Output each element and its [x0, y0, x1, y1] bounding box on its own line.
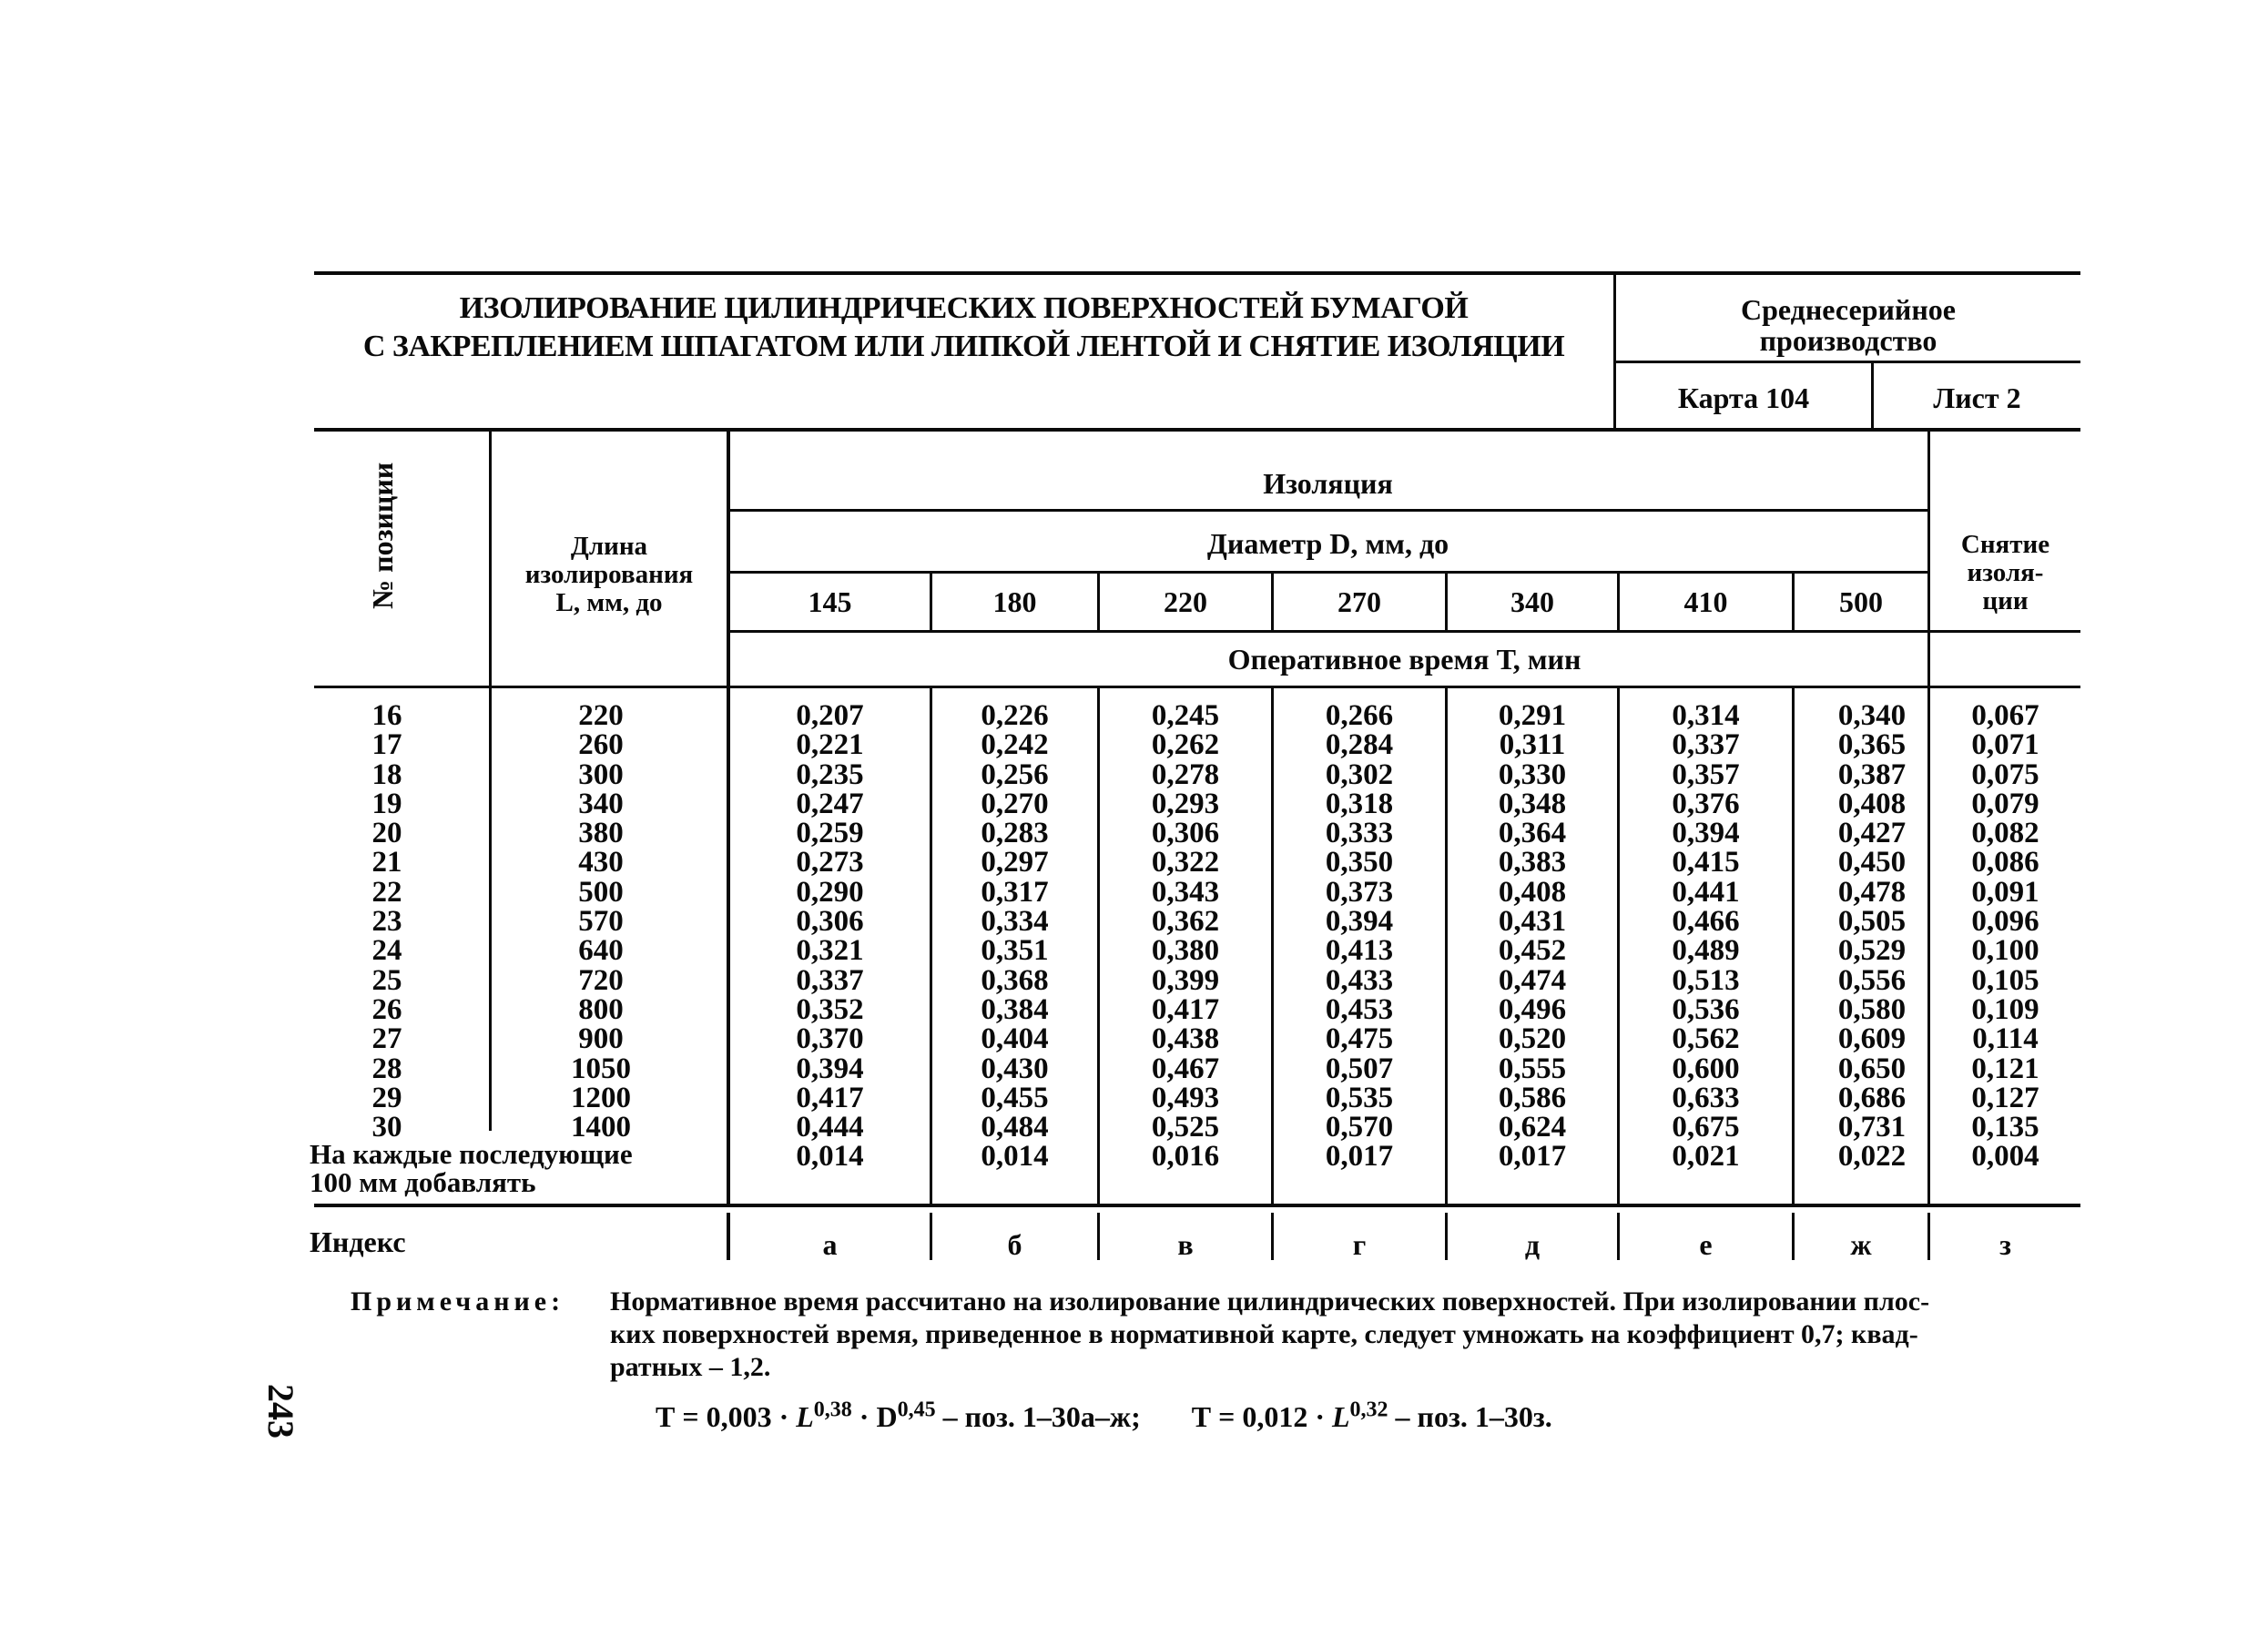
time-cell: 0,562	[1672, 1022, 1740, 1056]
time-cell: 0,317	[981, 875, 1049, 909]
formula-1	[656, 1400, 1148, 1433]
time-cell: 0,493	[1151, 1081, 1220, 1114]
time-cell: 0,293	[1151, 787, 1220, 820]
formula-2-L: L	[1331, 1399, 1350, 1433]
header-bottom-rule	[314, 428, 2080, 432]
time-cell: 0,675	[1672, 1111, 1740, 1144]
top-rule	[314, 271, 2080, 275]
time-cell: 0,273	[796, 846, 864, 879]
insulation-rule	[728, 509, 1927, 512]
time-cell: 0,586	[1498, 1081, 1567, 1114]
time-cell: 0,450	[1837, 846, 1907, 879]
time-cell: 0,433	[1325, 963, 1394, 997]
lengths-column	[510, 701, 692, 1142]
position-cell: 29	[371, 1081, 402, 1114]
time-cell: 0,686	[1837, 1081, 1907, 1114]
time-cell: 0,284	[1325, 728, 1394, 762]
time-cell: 0,441	[1672, 875, 1740, 909]
time-cell: 0,348	[1498, 787, 1567, 820]
each-next-line1: На каждые последующие	[310, 1138, 633, 1170]
removal-header-line3: ции	[1982, 586, 2029, 615]
time-cell: 0,394	[796, 1052, 864, 1085]
time-column-e	[1620, 701, 1792, 1172]
diameter-value: 340	[1510, 585, 1554, 618]
each-next-label	[310, 1140, 633, 1196]
removal-time-column	[1930, 701, 2080, 1172]
time-cell: 0,535	[1325, 1081, 1394, 1114]
position-cell: 22	[371, 875, 402, 909]
formula-2-exp1: 0,32	[1349, 1398, 1388, 1421]
time-cell: 0,364	[1498, 817, 1567, 850]
time-cell: 0,207	[796, 699, 864, 732]
length-cell: 340	[578, 787, 624, 820]
time-cell: 0,221	[796, 728, 864, 762]
position-cell: 17	[371, 728, 402, 762]
time-cell: 0,475	[1325, 1022, 1394, 1056]
time-cell: 0,071	[1971, 728, 2039, 762]
insulation-header: Изоляция	[1263, 467, 1393, 500]
time-cell: 0,555	[1498, 1052, 1567, 1085]
time-cell: 0,383	[1498, 846, 1567, 879]
position-cell: 19	[371, 787, 402, 820]
index-row-rule	[314, 1204, 2080, 1207]
time-cell: 0,609	[1837, 1022, 1907, 1056]
production-line1: Среднесерийное	[1740, 293, 1956, 326]
length-cell: 800	[578, 992, 624, 1026]
time-cell: 0,570	[1325, 1111, 1394, 1144]
diameter-value: 270	[1337, 585, 1381, 618]
time-cell: 0,467	[1151, 1052, 1220, 1085]
time-cell-increment: 0,017	[1325, 1140, 1394, 1174]
time-cell: 0,333	[1325, 817, 1394, 850]
diameter-header: Диаметр D, мм, до	[1206, 527, 1449, 560]
positions-column	[314, 701, 460, 1142]
note-text	[610, 1286, 2080, 1384]
time-cell: 0,444	[796, 1111, 864, 1144]
time-cell: 0,600	[1672, 1052, 1740, 1085]
time-cell: 0,114	[1972, 1022, 2039, 1056]
removal-header-line2: изоля-	[1967, 558, 2044, 587]
time-cell: 0,466	[1672, 905, 1740, 939]
time-cell: 0,109	[1971, 992, 2039, 1026]
time-cell: 0,091	[1971, 875, 2039, 909]
formula-1-part: – поз. 1–30а–ж;	[935, 1399, 1141, 1433]
time-cell: 0,404	[981, 1022, 1049, 1056]
formula-1-L: L	[796, 1399, 814, 1433]
time-cell: 0,330	[1498, 757, 1567, 791]
time-cell: 0,283	[981, 817, 1049, 850]
time-cell: 0,266	[1325, 699, 1394, 732]
time-cell: 0,318	[1325, 787, 1394, 820]
index-letter: е	[1699, 1228, 1713, 1261]
time-cell: 0,413	[1325, 934, 1394, 968]
position-cell: 18	[371, 757, 402, 791]
formula-2-part: Т = 0,012 ·	[1191, 1399, 1332, 1433]
length-cell: 570	[578, 905, 624, 939]
time-cell: 0,343	[1151, 875, 1220, 909]
position-cell: 28	[371, 1052, 402, 1085]
position-cell: 24	[371, 934, 402, 968]
length-cell: 1400	[571, 1111, 631, 1144]
time-cell: 0,337	[796, 963, 864, 997]
length-cell: 640	[578, 934, 624, 968]
time-cell: 0,430	[981, 1052, 1049, 1085]
time-cell-increment: 0,014	[796, 1140, 864, 1174]
diameter-value: 145	[808, 585, 852, 618]
time-cell: 0,731	[1837, 1111, 1907, 1144]
index-letter: з	[1999, 1228, 2011, 1261]
header-table-bottom-rule	[314, 686, 2080, 688]
time-cell: 0,082	[1971, 817, 2039, 850]
time-cell: 0,394	[1672, 817, 1740, 850]
time-cell: 0,399	[1151, 963, 1220, 997]
position-cell: 20	[371, 817, 402, 850]
time-cell: 0,431	[1498, 905, 1567, 939]
time-column-b	[932, 701, 1097, 1172]
length-cell: 260	[578, 728, 624, 762]
time-cell-increment: 0,022	[1837, 1140, 1907, 1174]
time-column-a	[730, 701, 930, 1172]
time-cell: 0,624	[1498, 1111, 1567, 1144]
note-line1: Нормативное время рассчитано на изолирование цилиндрических поверхностей. При изолировании плос-	[610, 1286, 1930, 1317]
removal-header-line1: Снятие	[1960, 530, 2050, 559]
time-cell: 0,086	[1971, 846, 2039, 879]
time-cell: 0,302	[1325, 757, 1394, 791]
time-cell: 0,408	[1498, 875, 1567, 909]
sheet-number: Лист 2	[1933, 381, 2021, 414]
time-cell: 0,580	[1837, 992, 1907, 1026]
production-line2: производство	[1759, 324, 1937, 357]
time-cell: 0,357	[1672, 757, 1740, 791]
time-column-g	[1274, 701, 1445, 1172]
time-cell: 0,525	[1151, 1111, 1220, 1144]
time-cell: 0,121	[1971, 1052, 2039, 1085]
time-cell: 0,340	[1837, 699, 1907, 732]
formula-2	[1192, 1400, 1552, 1433]
card-number: Карта 104	[1677, 381, 1810, 414]
time-cell: 0,242	[981, 728, 1049, 762]
length-cell: 500	[578, 875, 624, 909]
length-header-line3: L, мм, до	[555, 588, 663, 617]
diameter-value: 180	[992, 585, 1037, 618]
length-header-line2: изолирования	[524, 560, 694, 589]
time-cell: 0,384	[981, 992, 1049, 1026]
time-cell: 0,362	[1151, 905, 1220, 939]
time-cell: 0,536	[1672, 992, 1740, 1026]
time-cell: 0,380	[1151, 934, 1220, 968]
formula-1-part: Т = 0,003 ·	[656, 1399, 797, 1433]
each-next-line2: 100 мм добавлять	[310, 1166, 536, 1198]
time-cell: 0,291	[1498, 699, 1567, 732]
diameter-value: 500	[1839, 585, 1883, 618]
time-cell: 0,452	[1498, 934, 1567, 968]
data-col-divider	[1792, 688, 1795, 1204]
time-cell: 0,478	[1837, 875, 1907, 909]
time-cell: 0,235	[796, 757, 864, 791]
length-cell: 720	[578, 963, 624, 997]
time-cell: 0,314	[1672, 699, 1740, 732]
time-cell: 0,505	[1837, 905, 1907, 939]
time-cell: 0,556	[1837, 963, 1907, 997]
time-cell-increment: 0,021	[1672, 1140, 1740, 1174]
time-cell: 0,365	[1837, 728, 1907, 762]
page-title-line2: С ЗАКРЕПЛЕНИЕМ ШПАГАТОМ ИЛИ ЛИПКОЙ ЛЕНТОЙ И СНЯТИЕ ИЗОЛЯЦИИ	[362, 330, 1565, 363]
time-cell: 0,453	[1325, 992, 1394, 1026]
time-cell: 0,415	[1672, 846, 1740, 879]
time-cell: 0,650	[1837, 1052, 1907, 1085]
time-cell: 0,417	[1151, 992, 1220, 1026]
time-cell: 0,247	[796, 787, 864, 820]
index-letter: б	[1007, 1228, 1022, 1261]
time-cell: 0,278	[1151, 757, 1220, 791]
time-column-v	[1100, 701, 1271, 1172]
time-cell: 0,245	[1151, 699, 1220, 732]
position-cell: 26	[371, 992, 402, 1026]
index-letter: ж	[1850, 1228, 1872, 1261]
position-cell: 25	[371, 963, 402, 997]
time-cell: 0,322	[1151, 846, 1220, 879]
time-cell: 0,127	[1971, 1081, 2039, 1114]
position-cell: 16	[371, 699, 402, 732]
time-cell: 0,489	[1672, 934, 1740, 968]
time-cell: 0,387	[1837, 757, 1907, 791]
time-cell: 0,633	[1672, 1081, 1740, 1114]
operative-time-header: Оперативное время Т, мин	[1227, 643, 1581, 676]
time-cell: 0,306	[796, 905, 864, 939]
time-cell: 0,321	[796, 934, 864, 968]
page-number: 243	[260, 1384, 301, 1439]
length-cell: 380	[578, 817, 624, 850]
index-label: Индекс	[310, 1225, 406, 1258]
production-type	[1616, 294, 2080, 356]
time-cell: 0,351	[981, 934, 1049, 968]
time-cell: 0,438	[1151, 1022, 1220, 1056]
time-cell: 0,270	[981, 787, 1049, 820]
time-cell: 0,105	[1971, 963, 2039, 997]
index-letter: г	[1352, 1228, 1367, 1261]
time-cell: 0,455	[981, 1081, 1049, 1114]
time-cell: 0,427	[1837, 817, 1907, 850]
length-cell: 900	[578, 1022, 624, 1056]
time-cell: 0,067	[1971, 699, 2039, 732]
time-cell: 0,513	[1672, 963, 1740, 997]
note-line3: ратных – 1,2.	[610, 1352, 771, 1382]
time-cell: 0,135	[1971, 1111, 2039, 1144]
diameter-value: 410	[1683, 585, 1728, 618]
time-cell: 0,529	[1837, 934, 1907, 968]
length-cell: 430	[578, 846, 624, 879]
length-cell: 300	[578, 757, 624, 791]
length-header-line1: Длина	[570, 532, 648, 561]
time-cell: 0,100	[1971, 934, 2039, 968]
time-cell: 0,417	[796, 1081, 864, 1114]
production-rule	[1613, 361, 2080, 363]
time-cell: 0,226	[981, 699, 1049, 732]
diameter-value: 220	[1164, 585, 1207, 618]
diameter-rule	[728, 571, 1927, 574]
time-cell: 0,370	[796, 1022, 864, 1056]
time-cell: 0,259	[796, 817, 864, 850]
time-cell: 0,075	[1971, 757, 2039, 791]
page-title-line1: ИЗОЛИРОВАНИЕ ЦИЛИНДРИЧЕСКИХ ПОВЕРХНОСТЕЙ БУМАГОЙ	[459, 291, 1469, 325]
position-cell: 23	[371, 905, 402, 939]
time-cell: 0,376	[1672, 787, 1740, 820]
time-cell: 0,408	[1837, 787, 1907, 820]
formula-1-exp2: 0,45	[897, 1398, 936, 1421]
time-cell: 0,256	[981, 757, 1049, 791]
length-column-header	[492, 533, 727, 617]
note-line2: ких поверхностей время, приведенное в нормативной карте, следует умножать на коэффициент 0,7; квад-	[610, 1319, 1918, 1349]
time-cell: 0,507	[1325, 1052, 1394, 1085]
time-cell: 0,290	[796, 875, 864, 909]
time-cell: 0,394	[1325, 905, 1394, 939]
position-cell: 21	[371, 846, 402, 879]
position-cell: 27	[371, 1022, 402, 1056]
time-cell: 0,311	[1499, 728, 1566, 762]
removal-column-header	[1930, 531, 2080, 615]
index-letter: в	[1177, 1228, 1194, 1261]
time-cell: 0,306	[1151, 817, 1220, 850]
time-cell: 0,373	[1325, 875, 1394, 909]
time-cell: 0,474	[1498, 963, 1567, 997]
position-cell: 30	[371, 1111, 402, 1144]
time-cell: 0,350	[1325, 846, 1394, 879]
time-cell: 0,520	[1498, 1022, 1567, 1056]
time-cell: 0,334	[981, 905, 1049, 939]
time-cell-increment: 0,016	[1151, 1140, 1220, 1174]
time-cell-increment: 0,014	[981, 1140, 1049, 1174]
time-cell: 0,079	[1971, 787, 2039, 820]
time-cell: 0,496	[1498, 992, 1567, 1026]
position-column-header: № позиции	[366, 462, 399, 609]
time-column-d	[1448, 701, 1617, 1172]
time-cell: 0,368	[981, 963, 1049, 997]
formula-line	[656, 1393, 1552, 1433]
time-cell: 0,352	[796, 992, 864, 1026]
time-cell: 0,297	[981, 846, 1049, 879]
formula-1-exp1: 0,38	[813, 1398, 852, 1421]
time-cell: 0,337	[1672, 728, 1740, 762]
time-cell: 0,484	[981, 1111, 1049, 1144]
time-cell-increment: 0,017	[1498, 1140, 1567, 1174]
formula-1-part: · D	[851, 1399, 898, 1433]
page-title	[314, 290, 1613, 366]
formula-2-part: – поз. 1–30з.	[1388, 1399, 1552, 1433]
time-cell: 0,096	[1971, 905, 2039, 939]
time-cell-increment: 0,004	[1971, 1140, 2039, 1174]
time-column-zh	[1816, 701, 1927, 1172]
length-cell: 220	[578, 699, 624, 732]
time-cell: 0,262	[1151, 728, 1220, 762]
length-cell: 1200	[571, 1081, 631, 1114]
note-label: Примечание:	[351, 1286, 565, 1317]
index-letter: д	[1524, 1228, 1541, 1261]
length-cell: 1050	[571, 1052, 631, 1085]
index-letter: а	[822, 1228, 838, 1261]
